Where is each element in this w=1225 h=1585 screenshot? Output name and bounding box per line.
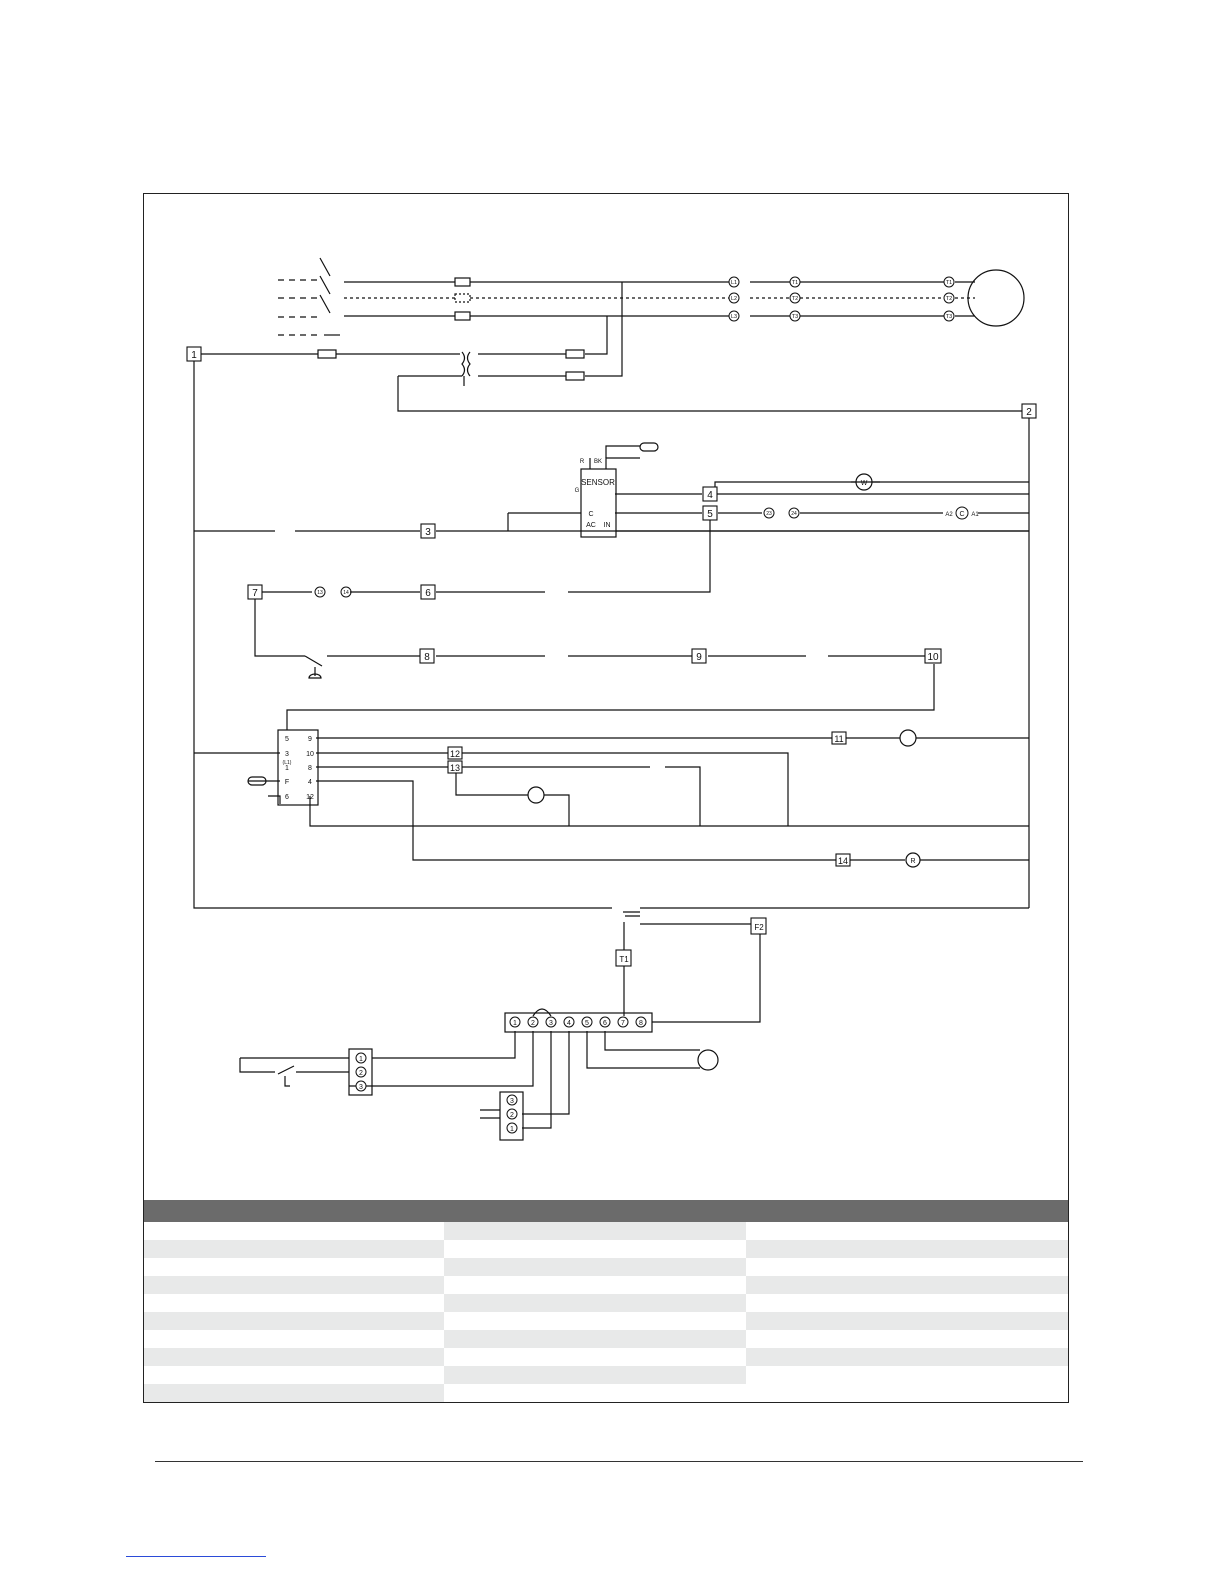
sensor-wire-bk: BK: [593, 459, 603, 465]
sensor-title: SENSOR: [581, 478, 615, 487]
motor-t3: T3: [945, 314, 953, 320]
connector-b-3: 3: [510, 1098, 514, 1105]
legend-cell: [444, 1294, 746, 1312]
legend-cell: [746, 1312, 1068, 1330]
lamp-r-label: R: [910, 858, 916, 865]
legend-cell: [144, 1240, 444, 1258]
contact-24: 24: [791, 511, 797, 517]
tap-t1: T1: [619, 955, 629, 964]
strip-3: 3: [549, 1020, 553, 1027]
terminal-8-label: 8: [424, 652, 430, 663]
legend-cell: [444, 1276, 746, 1294]
terminal-1-label: 1: [191, 350, 197, 361]
block-left-2: 3: [285, 751, 289, 758]
terminal-11-label: 11: [834, 734, 844, 744]
legend-cell: [444, 1312, 746, 1330]
strip-7: 7: [621, 1020, 625, 1027]
legend-cell: [444, 1240, 746, 1258]
load-t1: T1: [791, 280, 799, 286]
footer-link[interactable]: [126, 1556, 266, 1557]
legend-cell: [144, 1330, 444, 1348]
legend-cell: [746, 1240, 1068, 1258]
terminal-12-label: 12: [449, 749, 461, 759]
legend-cell: [444, 1366, 746, 1384]
terminal-2-label: 2: [1026, 407, 1032, 418]
legend-cell: [144, 1348, 444, 1366]
legend-cell: [444, 1330, 746, 1348]
sensor-wire-r: R: [579, 459, 585, 465]
terminal-3-label: 3: [425, 527, 431, 538]
block-right-3: 8: [308, 765, 312, 772]
legend-cell: [746, 1384, 1068, 1402]
legend-header: [144, 1200, 1068, 1222]
terminal-6-label: 6: [425, 588, 431, 599]
line-l1: L1: [730, 280, 738, 286]
legend-cell: [144, 1294, 444, 1312]
motor-t1: T1: [945, 280, 953, 286]
strip-4: 4: [567, 1020, 571, 1027]
connector-a-1: 1: [359, 1056, 363, 1063]
terminal-13-label: 13: [449, 763, 461, 773]
sensor-c-label: C: [588, 511, 594, 518]
legend-cell: [746, 1258, 1068, 1276]
legend-cell: [444, 1384, 746, 1402]
terminal-10-label: 10: [927, 652, 939, 663]
block-right-2: 10: [306, 751, 314, 758]
legend-cell: [746, 1366, 1068, 1384]
footer-rule: [155, 1461, 1083, 1462]
strip-2: 2: [531, 1020, 535, 1027]
sensor-in-label: IN: [603, 522, 611, 529]
block-l1-label: (L1): [282, 760, 292, 766]
block-left-5: 6: [285, 794, 289, 801]
legend-cell: [444, 1348, 746, 1366]
connector-a-3: 3: [359, 1084, 363, 1091]
block-right-1: 9: [308, 736, 312, 743]
legend-cell: [746, 1276, 1068, 1294]
legend-cell: [144, 1258, 444, 1276]
legend-grid: [144, 1222, 1068, 1402]
legend-cell: [444, 1258, 746, 1276]
legend-cell: [144, 1366, 444, 1384]
block-left-3: 1: [285, 765, 289, 772]
coil-a1: A1: [971, 512, 979, 518]
line-l3: L3: [730, 314, 738, 320]
load-t2: T2: [791, 296, 799, 302]
legend-cell: [144, 1276, 444, 1294]
sensor-ac-label: AC: [586, 522, 596, 529]
terminal-14-label: 14: [837, 856, 849, 866]
block-right-5: 12: [306, 794, 314, 801]
terminal-5-label: 5: [707, 509, 713, 520]
legend-cell: [746, 1294, 1068, 1312]
legend-cell: [144, 1312, 444, 1330]
contact-13: 13: [317, 590, 323, 596]
strip-5: 5: [585, 1020, 589, 1027]
legend-cell: [144, 1384, 444, 1402]
motor-t2: T2: [945, 296, 953, 302]
legend-cell: [746, 1348, 1068, 1366]
legend-cell: [444, 1222, 746, 1240]
contact-14: 14: [343, 590, 349, 596]
contact-23: 23: [766, 511, 772, 517]
block-left-1: 5: [285, 736, 289, 743]
load-t3: T3: [791, 314, 799, 320]
coil-a2: A2: [945, 512, 953, 518]
legend-table: [144, 1200, 1068, 1402]
terminal-7-label: 7: [252, 588, 258, 599]
coil-c: C: [959, 511, 965, 518]
legend-cell: [746, 1222, 1068, 1240]
line-l2: L2: [730, 296, 738, 302]
connector-b-1: 1: [510, 1126, 514, 1133]
strip-8: 8: [639, 1020, 643, 1027]
block-left-4: F: [284, 779, 290, 786]
block-right-4: 4: [308, 779, 312, 786]
tap-f2: F2: [754, 923, 764, 932]
strip-1: 1: [513, 1020, 517, 1027]
terminal-9-label: 9: [696, 652, 702, 663]
lamp-w-label: W: [860, 480, 868, 487]
legend-cell: [144, 1222, 444, 1240]
sensor-g-label: G: [574, 488, 580, 494]
strip-6: 6: [603, 1020, 607, 1027]
terminal-4-label: 4: [707, 490, 713, 501]
legend-cell: [746, 1330, 1068, 1348]
connector-b-2: 2: [510, 1112, 514, 1119]
connector-a-2: 2: [359, 1070, 363, 1077]
